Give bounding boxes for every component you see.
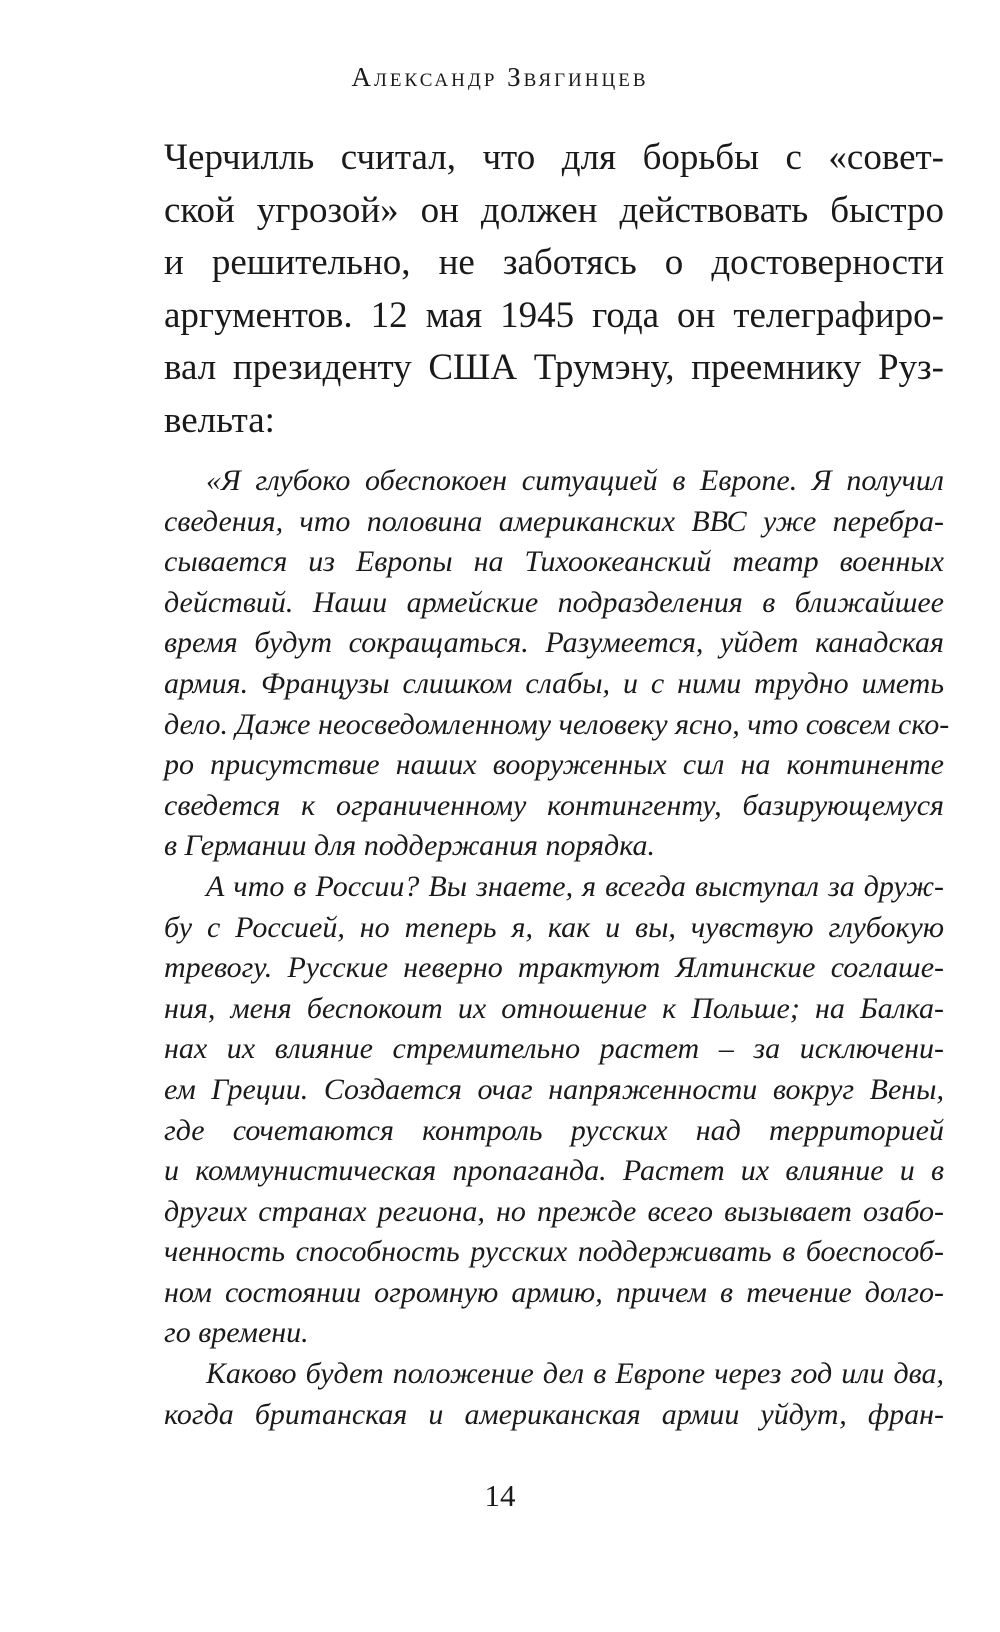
quote-line: действий. Наши армейские подразделения в ближайшее — [164, 585, 944, 619]
quote-line: бу с Россией, но теперь я, как и вы, чувствую глубокую — [164, 910, 944, 944]
intro-line: вал президенту США Трумэну, преемнику Руз- — [164, 347, 944, 388]
intro-line: ской угрозой» он должен действовать быстро — [164, 189, 944, 231]
running-head: Александр Звягинцев — [351, 62, 649, 92]
quote-line: дело. Даже неосведомленному человеку ясно, что совсем ско- — [164, 707, 950, 741]
page-number: 14 — [484, 1478, 516, 1513]
quote-line: го времени. — [164, 1316, 309, 1350]
quote-line: «Я глубоко обеспокоен ситуацией в Европе. Я получил — [206, 464, 944, 497]
quote-line: тревогу. Русские неверно трактуют Ялтинские соглаше- — [164, 951, 944, 985]
quote-line: ем Греции. Создается очаг напряженности вокруг Вены, — [164, 1072, 944, 1106]
intro-line: и решительно, не заботясь о достоверности — [164, 242, 944, 283]
quote-line: ния, меня беспокоит их отношение к Польше; на Балка- — [164, 991, 944, 1025]
quote-line: других странах региона, но прежде всего вызывает озабо- — [164, 1194, 944, 1228]
quote-line: сведения, что половина американских ВВС уже перебра- — [164, 504, 944, 538]
intro-line: Черчилль считал, что для борьбы с «совет- — [164, 137, 944, 178]
quote-paragraph — [164, 1354, 944, 1435]
intro-paragraph — [164, 132, 944, 447]
quote-line: где сочетаются контроль русских над территорией — [164, 1113, 944, 1147]
quote-line: ро присутствие наших вооруженных сил на континенте — [164, 748, 944, 782]
quote-line: нах их влияние стремительно растет – за исключени- — [164, 1032, 944, 1066]
quote-line: А что в России? Вы знаете, я всегда выступал за друж- — [206, 869, 944, 903]
quote-paragraph — [164, 461, 950, 867]
quote-line: когда британская и американская армии уйдут, фран- — [164, 1397, 944, 1431]
quote-line: ченность способность русских поддерживать в боеспособ- — [164, 1235, 944, 1269]
quote-line: в Германии для поддержания порядка. — [164, 829, 655, 863]
quote-line: сывается из Европы на Тихоокеанский театр военных — [164, 545, 944, 579]
telegram-quote — [164, 461, 950, 1435]
quote-line: время будут сокращаться. Разумеется, уйдет канадская — [164, 626, 944, 660]
quote-paragraph — [164, 867, 944, 1354]
quote-line: Каково будет положение дел в Европе через год или два, — [206, 1357, 944, 1391]
intro-line: аргументов. 12 мая 1945 года он телеграфиро- — [164, 294, 944, 336]
intro-line: вельта: — [164, 399, 275, 441]
quote-line: сведется к ограниченному контингенту, базирующемуся — [164, 788, 944, 822]
quote-line: армия. Французы слишком слабы, и с ними трудно иметь — [164, 666, 944, 700]
quote-line: ном состоянии огромную армию, причем в течение долго- — [164, 1275, 944, 1309]
quote-line: и коммунистическая пропаганда. Растет их влияние и в — [164, 1154, 944, 1188]
